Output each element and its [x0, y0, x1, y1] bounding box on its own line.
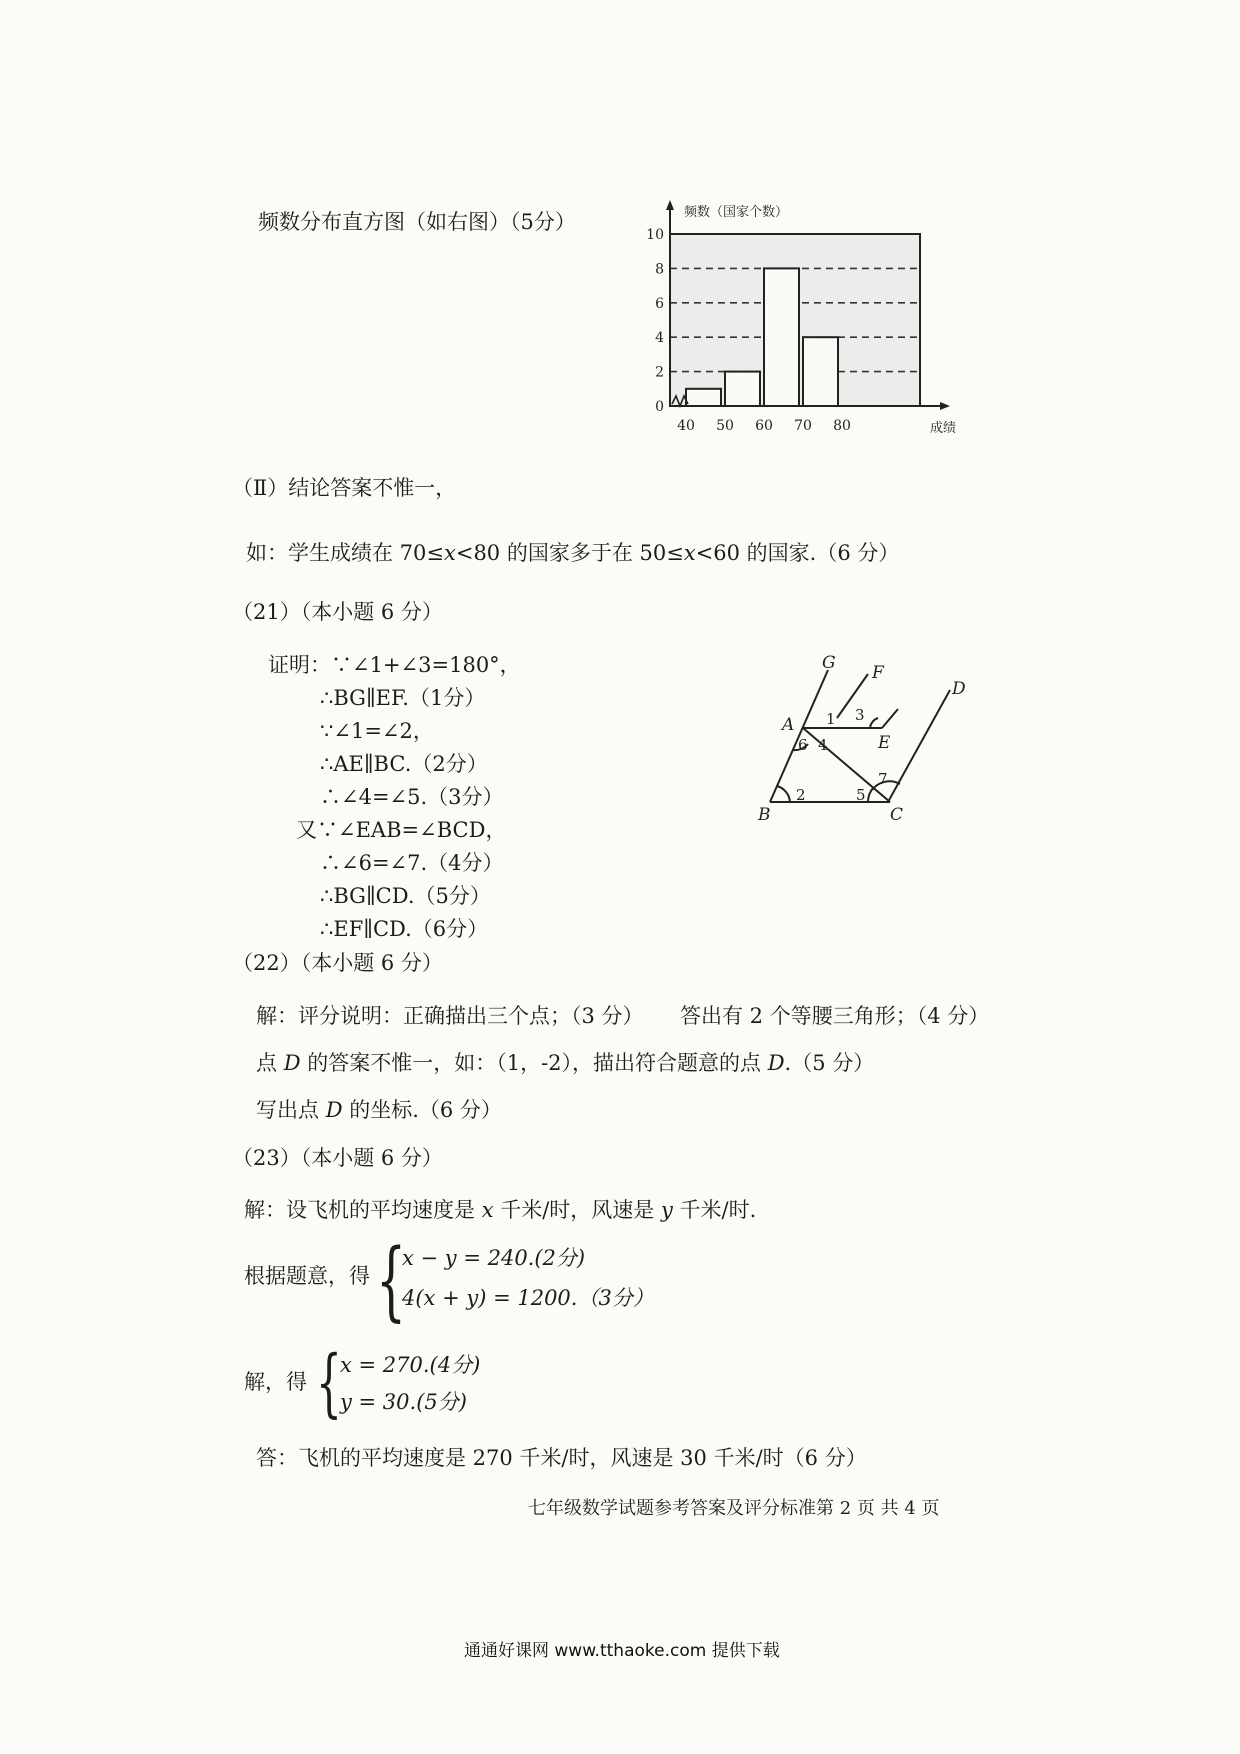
q21-proof-line-3: ∵∠1=∠2，: [320, 719, 434, 743]
q22-heading: （22）（本小题 6 分）: [232, 951, 443, 975]
q23-heading: （23）（本小题 6 分）: [232, 1146, 443, 1170]
angle-arc-3: [870, 718, 878, 728]
y-tick-label-10: 10: [646, 227, 664, 243]
y-tick-label-2: 2: [655, 364, 664, 381]
point-label-A: A: [782, 715, 795, 735]
q21-heading: （21）（本小题 6 分）: [232, 600, 443, 624]
point-label-C: C: [890, 805, 904, 825]
point-label-F: F: [872, 663, 884, 683]
line-ab-extension: [803, 728, 890, 802]
q21-proof-line-2: ∴BG∥EF.（1分）: [320, 686, 486, 710]
histogram-bar-40-50: [686, 389, 721, 406]
q23-answer: 答：飞机的平均速度是 270 千米/时，风速是 30 千米/时（6 分）: [256, 1446, 867, 1470]
part2-example-b: <80 的国家多于在 50≤: [455, 541, 684, 565]
y-axis-label: 频数（国家个数）: [684, 205, 789, 220]
q21-proof-line-7: ∴∠6=∠7.（4分）: [320, 851, 504, 875]
q21-proof-line-9: ∴EF∥CD.（6分）: [320, 917, 489, 941]
segment-e-right: [882, 709, 898, 728]
x-tick-label-80: 80: [833, 418, 851, 434]
histogram-bar-50-60: [725, 372, 760, 406]
q23-sol2: y = 30.(5分): [340, 1390, 467, 1414]
q23-eq1: x − y = 240.(2分): [402, 1246, 586, 1270]
q23-eq-label: 根据题意，得: [244, 1264, 370, 1288]
q23-eq-brace: {: [376, 1231, 407, 1331]
q23-sol1: x = 270.(4分): [340, 1353, 481, 1377]
part2-example-a: 如：学生成绩在 70≤: [246, 541, 444, 565]
x-tick-label-40: 40: [677, 418, 695, 434]
y-tick-label-6: 6: [655, 295, 664, 312]
angle-label-1: 1: [826, 710, 836, 728]
x-tick-label-60: 60: [755, 418, 773, 434]
angle-label-5: 5: [856, 786, 866, 804]
point-label-D: D: [952, 679, 966, 699]
y-tick-label-4: 4: [655, 330, 664, 347]
frequency-histogram: [630, 196, 970, 436]
x-axis-label: 成绩: [929, 421, 956, 436]
q23-sol-label: 解，得: [244, 1370, 307, 1394]
part2-example: [246, 543, 899, 564]
histogram-caption: 频数分布直方图（如右图）（5分）: [258, 210, 576, 234]
angle-label-6: 6: [798, 736, 808, 754]
q23-setup: [244, 1200, 756, 1221]
x-tick-label-70: 70: [794, 418, 812, 434]
q22-line-2b: 的答案不惟一，如：（1，-2），描出符合题意的点: [300, 1051, 768, 1075]
q22-line-2a: 点: [256, 1051, 284, 1075]
q22-var-d: D: [283, 1051, 301, 1075]
q22-line-2: [256, 1053, 874, 1074]
page-footer: 七年级数学试题参考答案及评分标准第 2 页 共 4 页: [528, 1498, 940, 1519]
q22-line-3b: 的坐标.（6 分）: [342, 1098, 502, 1122]
parallel-lines-figure: [740, 653, 1000, 834]
q21-proof-line-6: 又∵∠EAB=∠BCD，: [296, 818, 507, 842]
angle-label-3: 3: [855, 706, 865, 724]
x-axis-arrow: [940, 402, 950, 410]
part2-example-c: <60 的国家.（6 分）: [695, 541, 900, 565]
angle-label-7: 7: [878, 770, 888, 788]
site-footer: 通通好课网 www.tthaoke.com 提供下载: [464, 1641, 780, 1661]
q21-proof-line-8: ∴BG∥CD.（5分）: [320, 884, 491, 908]
point-label-E: E: [878, 733, 891, 753]
q22-var-d-2: D: [767, 1051, 785, 1075]
q22-line-1a: 解：评分说明：正确描出三个点；（3 分）: [256, 1004, 644, 1028]
q23-setup-b: 千米/时，风速是: [493, 1198, 661, 1222]
part2-heading: （Ⅱ）结论答案不惟一，: [232, 476, 457, 500]
angle-label-4: 4: [818, 736, 828, 754]
point-label-B: B: [758, 805, 771, 825]
histogram-bar-70-80: [803, 337, 838, 406]
point-label-G: G: [822, 653, 836, 673]
q22-var-d-3: D: [325, 1098, 343, 1122]
q21-proof-line-4: ∴AE∥BC.（2分）: [320, 752, 488, 776]
q22-line-1b: 答出有 2 个等腰三角形；（4 分）: [680, 1004, 990, 1028]
part2-var2: x: [683, 541, 696, 565]
q23-setup-a: 解：设飞机的平均速度是: [244, 1198, 482, 1222]
q21-proof-line-1: 证明：∵∠1+∠3=180°，: [268, 653, 521, 677]
q23-var-y: y: [660, 1198, 673, 1222]
q21-proof-line-5: ∴∠4=∠5.（3分）: [320, 785, 504, 809]
q23-setup-c: 千米/时.: [672, 1198, 757, 1222]
part2-var1: x: [444, 541, 456, 565]
q22-line-3a: 写出点: [256, 1098, 326, 1122]
y-tick-label-8: 8: [655, 261, 664, 278]
q23-var-x: x: [481, 1198, 494, 1222]
angle-arc-2: [777, 786, 790, 802]
q23-sol-brace: {: [316, 1340, 342, 1426]
q22-line-2c: .（5 分）: [784, 1051, 875, 1075]
line-cd: [888, 690, 950, 802]
angle-label-2: 2: [796, 786, 806, 804]
q23-eq2: 4(x + y) = 1200.（3分）: [402, 1286, 654, 1310]
y-axis-arrow: [666, 200, 674, 210]
y-tick-label-0: 0: [655, 399, 664, 415]
q22-line-3: [256, 1100, 502, 1121]
histogram-bar-60-70: [764, 268, 799, 406]
x-tick-label-50: 50: [716, 418, 734, 434]
